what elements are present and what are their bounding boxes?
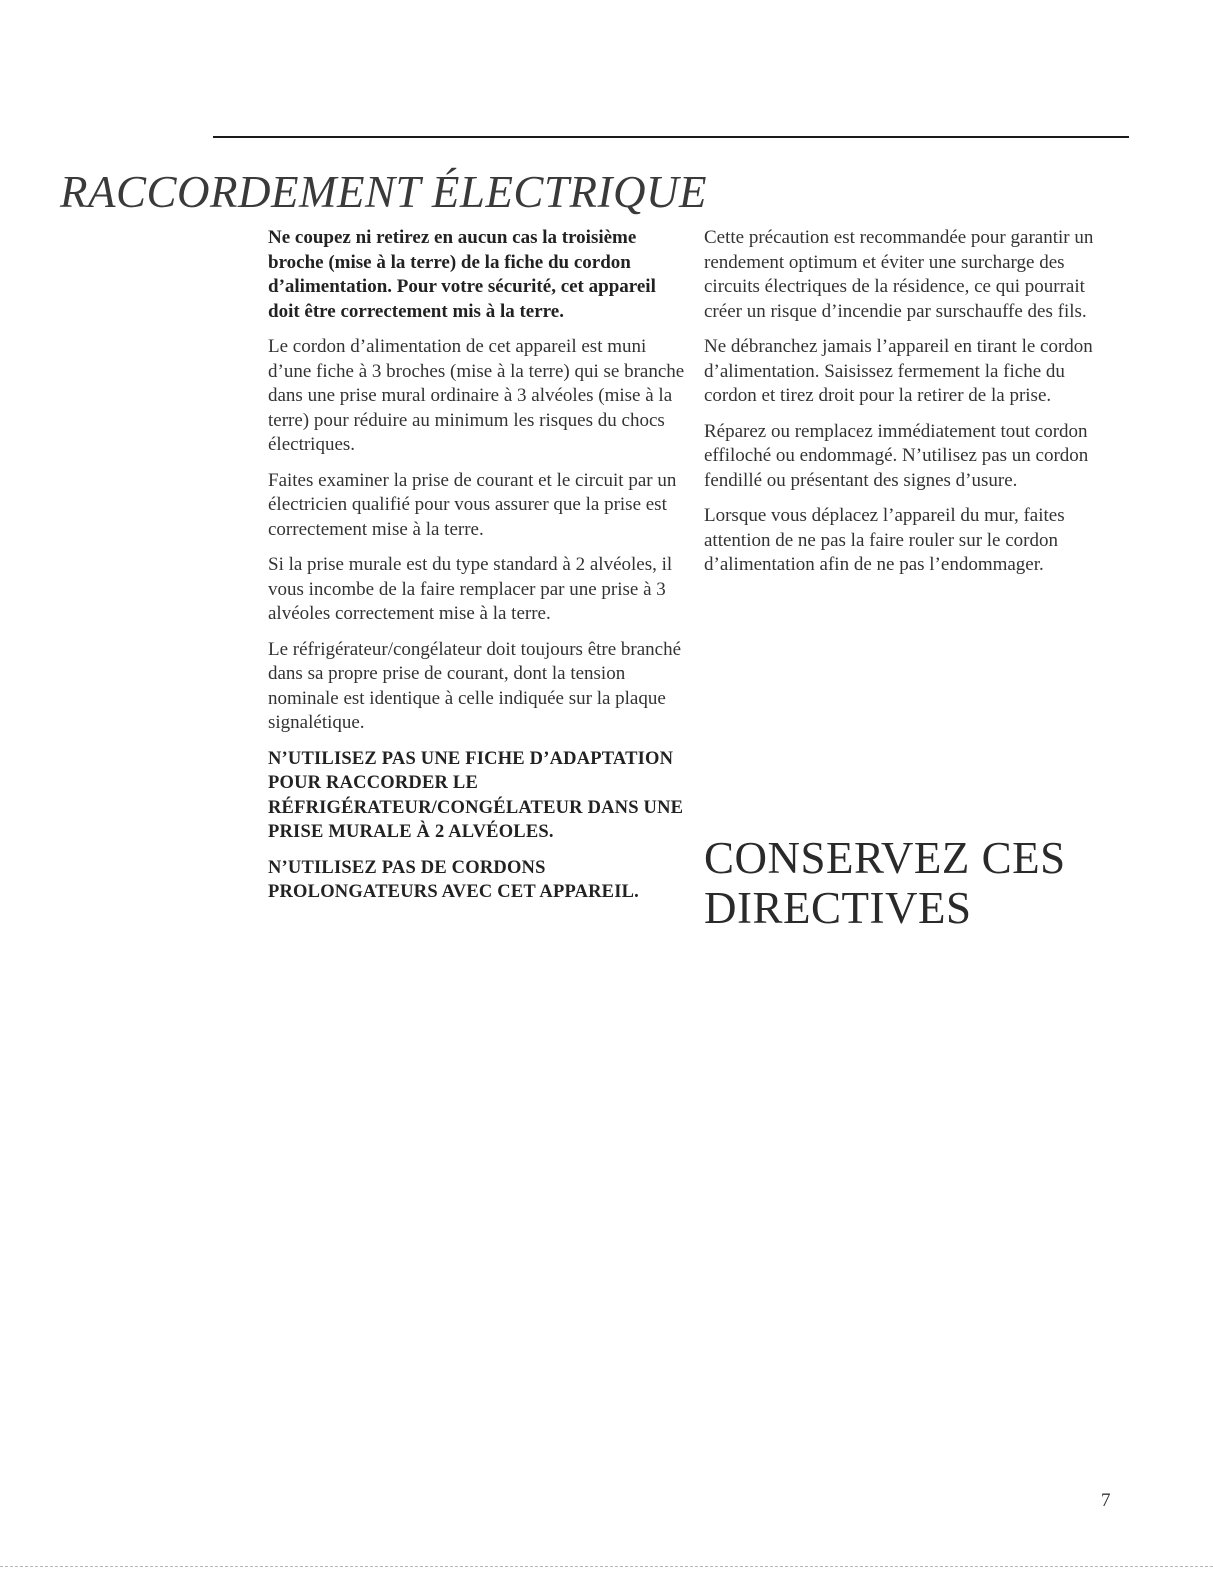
body-paragraph: Réparez ou remplacez immédiatement tout cordon effiloché ou endommagé. N’utilisez pas un cordon fendillé ou présentant des signes d’usure. <box>704 420 1089 491</box>
adapter-warning: N’UTILISEZ PAS UNE FICHE D’ADAPTATION POUR RACCORDER LE RÉFRIGÉRATEUR/CONGÉLATEUR DANS UNE PRISE MURALE À 2 ALVÉOLES. <box>268 748 684 842</box>
top-divider <box>213 136 1129 138</box>
right-column <box>704 226 1119 589</box>
extension-cord-warning: N’UTILISEZ PAS DE CORDONS PROLONGATEURS AVEC CET APPAREIL. <box>268 857 639 902</box>
body-paragraph: Cette précaution est recommandée pour garantir un rendement optimum et éviter une surcharge des circuits électriques de la résidence, ce qui pourrait créer un risque d’incendie par surschauffe des fils. <box>704 227 1094 322</box>
body-paragraph: Lorsque vous déplacez l’appareil du mur, faites attention de ne pas la faire rouler sur le cordon d’alimentation afin de ne pas l’endommager. <box>704 505 1065 575</box>
body-paragraph: Si la prise murale est du type standard à 2 alvéoles, il vous incombe de la faire remplacer par une prise à 3 alvéoles correctement mise à la terre. <box>268 554 673 624</box>
body-paragraph: Le cordon d’alimentation de cet appareil est muni d’une fiche à 3 broches (mise à la terre) qui se branche dans une prise mural ordinaire à 3 alvéoles (mise à la terre) pour réduire au minimum les risques du chocs électriques. <box>268 336 685 455</box>
keep-instructions-heading: CONSERVEZ CES DIRECTIVES <box>704 833 1066 933</box>
section-title: RACCORDEMENT ÉLECTRIQUE <box>60 167 707 217</box>
safety-warning-paragraph: Ne coupez ni retirez en aucun cas la troisième broche (mise à la terre) de la fiche du cordon d’alimentation. Pour votre sécurité, cet appareil doit être correctement mis à la terre. <box>268 227 656 322</box>
body-paragraph: Faites examiner la prise de courant et le circuit par un électricien qualifié pour vous assurer que la prise est correctement mise à la terre. <box>268 469 677 540</box>
left-column <box>268 226 688 916</box>
body-paragraph: Ne débranchez jamais l’appareil en tirant le cordon d’alimentation. Saisissez fermement la fiche du cordon et tirez droit pour la retirer de la prise. <box>704 336 1093 406</box>
bottom-edge-line <box>0 1566 1213 1567</box>
body-paragraph: Le réfrigérateur/congélateur doit toujours être branché dans sa propre prise de courant, dont la tension nominale est identique à celle indiquée sur la plaque signalétique. <box>268 638 682 733</box>
page-number: 7 <box>1101 1490 1111 1511</box>
